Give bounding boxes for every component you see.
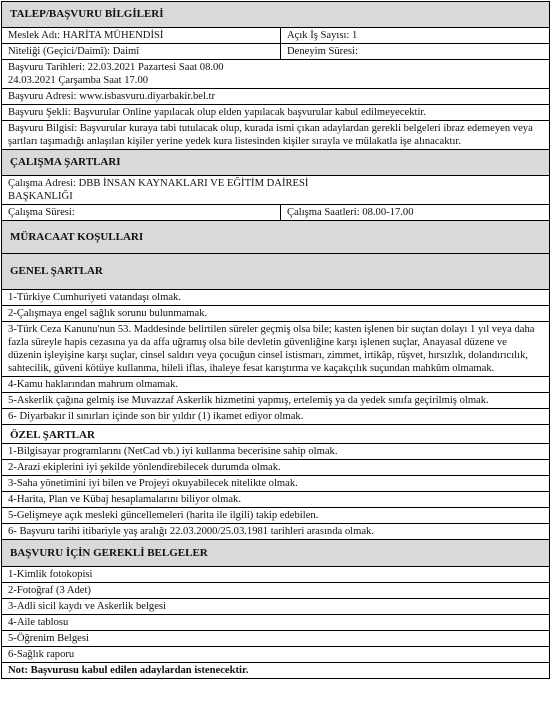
- belge-item: 1-Kimlik fotokopisi: [2, 567, 549, 583]
- section-header-belgeler: BAŞVURU İÇİN GEREKLİ BELGELER: [2, 540, 549, 567]
- niteligi: Niteliği (Geçici/Daimî): Daimî: [2, 44, 281, 59]
- belge-item: 6-Sağlık raporu: [2, 647, 549, 663]
- deneyim-suresi: Deneyim Süresi:: [287, 46, 358, 57]
- belge-item: 3-Adli sicil kaydı ve Askerlik belgesi: [2, 599, 549, 615]
- ozel-item: 2-Arazi ekiplerini iyi şekilde yönlendirebilecek durumda olmak.: [2, 460, 549, 476]
- belge-item: 5-Öğrenim Belgesi: [2, 631, 549, 647]
- section-header-ozel: ÖZEL ŞARTLAR: [2, 425, 549, 444]
- genel-item: 5-Askerlik çağına gelmiş ise Muvazzaf Askerlik hizmetini yapmış, ertelemiş ya da yedek sınıfa geçirilmiş olmak.: [2, 393, 549, 409]
- basvuru-sekli: Başvuru Şekli: Başvurular Online yapılacak olup elden yapılacak başvurular kabul edilmeyecektir.: [2, 105, 549, 121]
- row-calisma-suresi: [2, 205, 549, 221]
- basvuru-bilgisi: Başvuru Bilgisi: Başvurular kuraya tabi tutulacak olup, kurada ismi çıkan adaylardan gerekli belgeleri ibraz edemeyen veya şartları taşımadığı anlaşılan kişiler yerine yedek kura listesinden kişiler sırayla ve mülakatla işe alınacaktır.: [2, 121, 549, 150]
- acik-is-sayisi: Açık İş Sayısı: 1: [287, 30, 358, 41]
- calisma-suresi: Çalışma Süresi:: [2, 205, 281, 220]
- basvuru-tarihleri: Başvuru Tarihleri: 22.03.2021 Pazartesi Saat 08.00 24.03.2021 Çarşamba Saat 17.00: [2, 60, 549, 89]
- ozel-item: 1-Bilgisayar programlarını (NetCad vb.) iyi kullanma becerisine sahip olmak.: [2, 444, 549, 460]
- section-header-genel: GENEL ŞARTLAR: [2, 254, 549, 290]
- ozel-item: 4-Harita, Plan ve Kübaj hesaplamalarını biliyor olmak.: [2, 492, 549, 508]
- calisma-adresi: Çalışma Adresi: DBB İNSAN KAYNAKLARI VE EĞİTİM DAİRESİ BAŞKANLIĞI: [2, 176, 549, 205]
- ozel-item: 5-Gelişmeye açık mesleki güncellemeleri (harita ile ilgili) takip edebilen.: [2, 508, 549, 524]
- belge-item: 4-Aile tablosu: [2, 615, 549, 631]
- genel-item: 6- Diyarbakır il sınırları içinde son bir yıldır (1) ikamet ediyor olmak.: [2, 409, 549, 425]
- job-posting-document: [1, 1, 550, 679]
- calisma-saatleri: Çalışma Saatleri: 08.00-17.00: [287, 207, 414, 218]
- genel-item: 1-Türkiye Cumhuriyeti vatandaşı olmak.: [2, 290, 549, 306]
- section-header-talep: TALEP/BAŞVURU BİLGİLERİ: [2, 2, 549, 28]
- genel-item: 3-Türk Ceza Kanunu'nun 53. Maddesinde belirtilen süreler geçmiş olsa bile; kasten işlenen bir suçtan dolayı 1 yıl veya daha fazla süreyle hapis cezasına ya da affa uğramış olsa bile devletin güvenliğine karşı işlenen suçlar, Anayasal düzene ve düzenin işleyişine karşı suçlar, cinsel saldırı veya çocuğun cinsel istismarı, zimmet, irtikâp, rüşvet, hırsızlık, dolandırıcılık, sahtecilik, güveni kötüye kullanma, hileli iflas, ihaleye fesat karıştırma ve kaçakçılık suçundan mahkûm olmamak.: [2, 322, 549, 377]
- section-header-calisma: ÇALIŞMA ŞARTLARI: [2, 150, 549, 176]
- basvuru-adresi: Başvuru Adresi: www.isbasvuru.diyarbakir.bel.tr: [2, 89, 549, 105]
- belgeler-note: Not: Başvurusu kabul edilen adaylardan istenecektir.: [8, 665, 249, 676]
- ozel-item: 3-Saha yönetimini iyi bilen ve Projeyi okuyabilecek nitelikte olmak.: [2, 476, 549, 492]
- belge-item: 2-Fotoğraf (3 Adet): [2, 583, 549, 599]
- ozel-item: 6- Başvuru tarihi itibariyle yaş aralığı 22.03.2000/25.03.1981 tarihleri arasında olmak.: [2, 524, 549, 540]
- row-meslek: [2, 28, 549, 44]
- section-header-muracaat: MÜRACAAT KOŞULLARI: [2, 221, 549, 254]
- genel-item: 2-Çalışmaya engel sağlık sorunu bulunmamak.: [2, 306, 549, 322]
- meslek-adi: Meslek Adı: HARİTA MÜHENDİSİ: [2, 28, 281, 43]
- row-nitelik: [2, 44, 549, 60]
- genel-item: 4-Kamu haklarından mahrum olmamak.: [2, 377, 549, 393]
